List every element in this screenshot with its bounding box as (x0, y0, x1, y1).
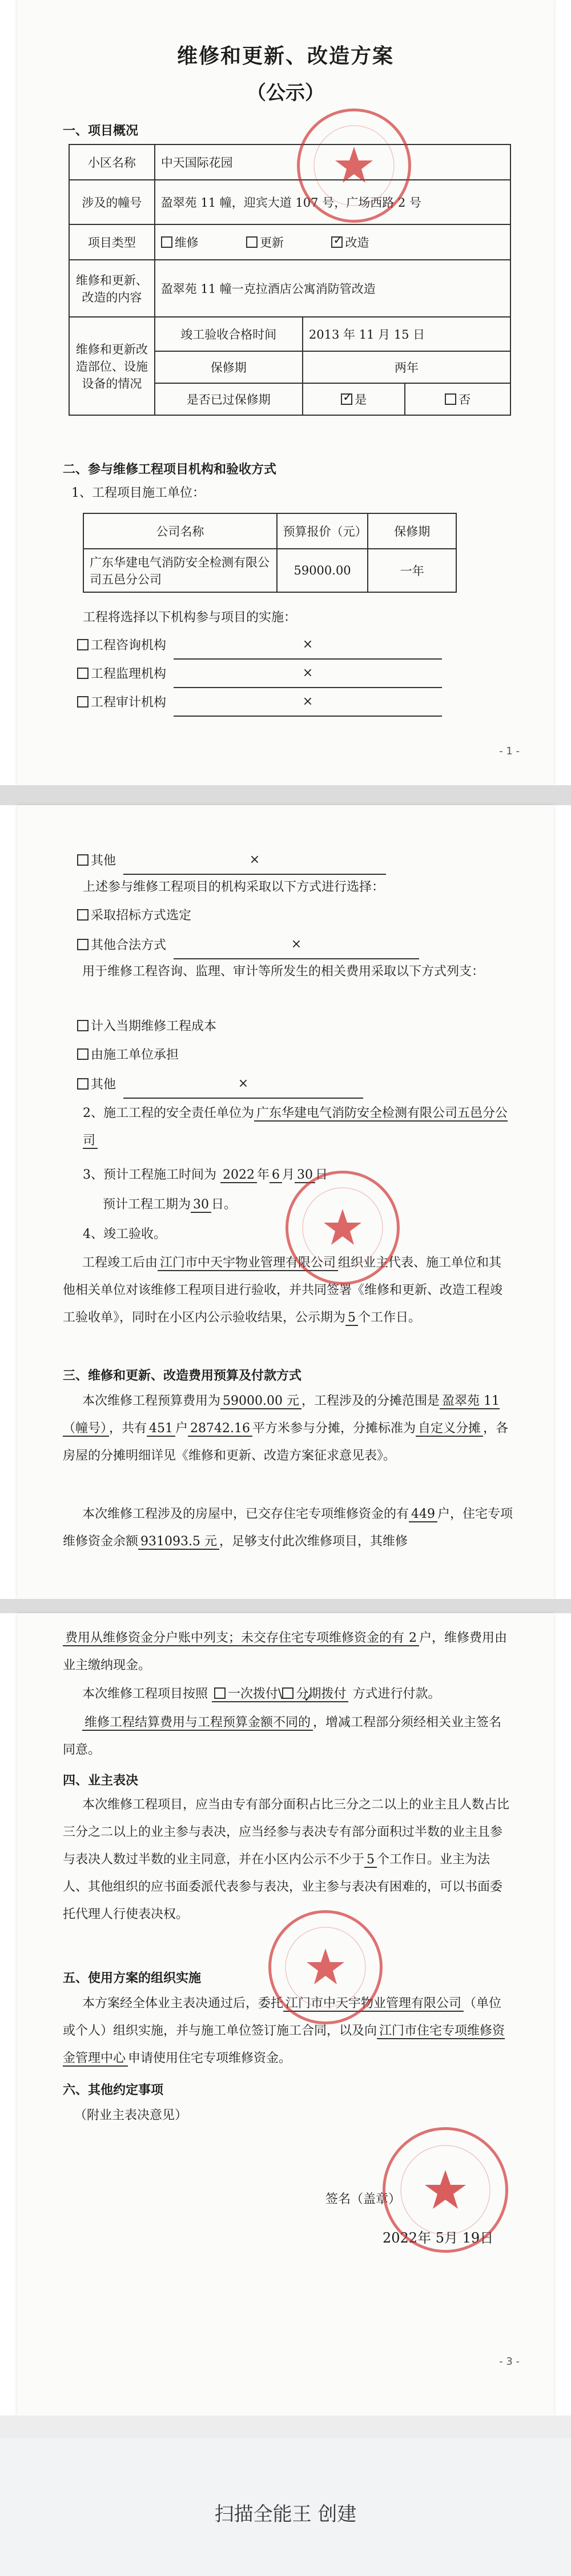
checkbox-consult[interactable] (77, 639, 89, 650)
agency-other-row (77, 846, 386, 875)
agency-audit-row (77, 688, 488, 717)
col-company: 公司名称 (83, 513, 277, 549)
document-title: 维修和更新、改造方案 (176, 44, 394, 68)
vote-para (63, 1791, 514, 1928)
accept-value: 2013 年 11 月 15 日 (303, 317, 510, 351)
fund-a: 本次维修工程涉及的房屋中，已交存住宅专项维修资金的有 (82, 1507, 409, 1521)
checkbox-audit[interactable] (77, 696, 89, 708)
table-row (69, 260, 510, 317)
accept-label: 竣工验收合格时间 (155, 317, 303, 351)
pay-options: 一次拨付\✓ 分期拨付 (212, 1687, 348, 1702)
scanner-watermark: 扫描全能王 创建 (214, 2503, 357, 2526)
impl-a: 本方案经全体业主表决通过后，委托 (82, 1996, 284, 2011)
document-subtitle: （公示） (247, 82, 324, 105)
schedule-day-word: 日 (315, 1168, 328, 1182)
impl-center: 江门市住宅专项维修资金管理中心 (63, 2024, 505, 2065)
table-row (69, 144, 510, 180)
table-row (83, 549, 456, 592)
section5-heading: 五、使用方案的组织实施 (63, 1971, 202, 1986)
duration-value: 30 (191, 1197, 211, 1213)
fund-para (63, 1501, 514, 1556)
building-value: 盈翠苑 11 幢，迎宾大道 107 号，广场西路 2 号 (155, 180, 510, 224)
budget-e: 平方米参与分摊，分摊标准为 (252, 1421, 416, 1436)
budget-d: 户 (175, 1421, 188, 1436)
type-options (155, 224, 510, 260)
diff-b: ，增减工程部分须经相关业主签名同意。 (63, 1715, 502, 1757)
company-price: 59000.00 (277, 549, 368, 592)
checkbox-pay-installment[interactable] (282, 1687, 293, 1699)
sign-year: 2022 (383, 2230, 418, 2246)
content-value: 盈翠苑 11 幢一克拉酒店公寓消防管改造 (155, 260, 510, 317)
tender-label: 采取招标方式选定 (91, 909, 192, 923)
content-label: 维修和更新、改造的内容 (69, 260, 155, 317)
audit-label: 工程审计机构 (91, 696, 167, 710)
agency-other-line: × (123, 846, 386, 875)
fee-opt3-row (77, 1070, 363, 1099)
schedule-month-word: 月 (282, 1168, 295, 1182)
sign-month-word: 月 (444, 2230, 458, 2246)
fee-contractor-label: 由施工单位承担 (91, 1048, 179, 1062)
checkbox-pay-once[interactable] (214, 1687, 226, 1699)
col-price: 预算报价（元） (277, 513, 368, 549)
duration-suffix: 日。 (211, 1197, 237, 1212)
fund-continuation (63, 1625, 514, 1679)
fee-other-label: 其他 (91, 1078, 116, 1092)
agency-supervise-row (77, 660, 488, 688)
pay-installment-label: 分期拨付 (296, 1687, 347, 1701)
duration-prefix: 预计工程工期为 (103, 1197, 191, 1212)
page-gap (0, 2416, 571, 2438)
checkbox-yes[interactable] (341, 393, 352, 405)
supervise-line: × (174, 660, 442, 688)
agency-other-label: 其他 (91, 854, 116, 868)
sign-day: 19 (462, 2230, 480, 2246)
budget-c: ，共有 (109, 1421, 147, 1436)
sign-year-word: 年 (417, 2230, 432, 2246)
signature-label: 签名（盖章） (325, 2192, 401, 2207)
checkbox-no[interactable] (445, 393, 456, 405)
pay-b: 方式进行付款。 (352, 1687, 441, 1701)
difference-para (63, 1709, 514, 1764)
select-other-row (77, 931, 419, 959)
budget-para (63, 1388, 514, 1470)
other-method-label: 其他合法方式 (91, 938, 167, 953)
fund-b: 户，住宅专项维修资金余额 (63, 1507, 513, 1549)
company-name: 广东华建电气消防安全检测有限公司五邑分公司 (83, 549, 277, 592)
table-row (69, 180, 510, 224)
checkbox-agency-other[interactable] (77, 854, 89, 866)
company-seal (297, 108, 411, 223)
type-label: 项目类型 (69, 224, 155, 260)
page-number: - 3 - (499, 2356, 520, 2368)
page-1 (17, 0, 554, 785)
checkbox-update[interactable] (246, 236, 258, 248)
select-tender-row (77, 902, 191, 930)
vote-b: 个工作日。业主为法人、其他组织的应书面委派代表参与表决，业主参与表决有困难的，可以书面委托代理人行使表决权。 (63, 1852, 503, 1922)
accept-b: 组织业主代表、施工单位和其他相关单位对该维修工程项目进行验收，并共同签署《维修和更新、改造工程竣工验收单》，同时在小区内公示验收结果，公示期为 (63, 1256, 503, 1325)
contractor-label: 1、工程项目施工单位： (71, 486, 205, 500)
cont-a: 费用从维修资金分户账中列支；未交存住宅专项维修资金的有 (63, 1631, 407, 1646)
seal-graphic (385, 2130, 505, 2250)
page-3 (17, 1613, 554, 2416)
fee-intro: 用于维修工程咨询、监理、审计等所发生的相关费用采取以下方式列支： (82, 965, 485, 979)
schedule-day: 30 (295, 1168, 315, 1183)
section1-heading: 一、项目概况 (63, 123, 139, 138)
yes-label: 是 (355, 393, 367, 407)
section6-heading: 六、其他约定事项 (63, 2083, 164, 2097)
consult-label: 工程咨询机构 (91, 638, 167, 653)
schedule-year-word: 年 (257, 1168, 270, 1182)
fee-opt1-row (77, 1013, 216, 1040)
section2-heading: 二、参与维修工程项目机构和验收方式 (63, 462, 277, 477)
budget-households: 451 (147, 1421, 175, 1437)
attachment-note: （附业主表决意见） (74, 2108, 188, 2123)
community-label: 小区名称 (69, 144, 155, 180)
budget-f: ，各房屋的分摊明细详见《维修和更新、改造方案征求意见表》。 (63, 1421, 509, 1463)
contractor-table (83, 513, 457, 593)
supervise-label: 工程监理机构 (91, 667, 167, 681)
scanner-footer (0, 2438, 571, 2576)
company-seal (268, 1910, 383, 2024)
select-intro: 上述参与维修工程项目的机构采取以下方式进行选择： (83, 880, 385, 894)
pay-a: 本次维修工程项目按照 (82, 1687, 208, 1701)
accept-days: 5 (345, 1311, 358, 1326)
company-warranty: 一年 (368, 549, 456, 592)
seal-graphic (271, 1913, 380, 2022)
checkbox-other-method[interactable] (77, 939, 89, 950)
safety-prefix: 2、施工工程的安全责任单位为 (83, 1106, 254, 1120)
section4-heading: 四、业主表决 (63, 1773, 139, 1788)
expired-no (405, 383, 510, 415)
schedule-month: 6 (270, 1168, 282, 1183)
diff-a: 维修工程结算费用与工程预算金额不同的 (82, 1715, 313, 1731)
budget-standard: 自定义分摊 (416, 1421, 483, 1437)
audit-line: × (174, 688, 442, 717)
fee-cost-label: 计入当期维修工程成本 (91, 1019, 217, 1034)
no-label: 否 (459, 393, 471, 407)
checkbox-fee-other[interactable] (77, 1078, 89, 1090)
period-value: 两年 (303, 351, 510, 383)
fee-opt2-row (77, 1042, 179, 1069)
warranty-label: 维修和更新改造部位、设施设备的情况 (69, 317, 155, 415)
impl-b: （单位或个人）组织实施，并与施工单位签订施工合同，以及向 (63, 1996, 502, 2038)
cont-households: 2 (407, 1631, 419, 1646)
fee-other-line: × (123, 1070, 363, 1099)
col-warranty: 保修期 (368, 513, 456, 549)
table-row (69, 224, 510, 260)
seal-graphic (300, 111, 408, 220)
expired-yes (303, 383, 405, 415)
sign-day-word: 日 (480, 2230, 494, 2246)
consult-line: × (174, 631, 442, 660)
duration-para (103, 1191, 236, 1219)
fund-c: ，足够支付此次维修项目，其维修 (219, 1534, 408, 1549)
budget-area: 28742.16 (188, 1421, 252, 1437)
project-overview-table (69, 144, 511, 416)
accept-c: 个工作日。 (358, 1311, 421, 1325)
signature-seal (383, 2127, 508, 2253)
accept-org: 江门市中天宇物业管理有限公司 (158, 1256, 338, 1271)
type-update-label: 更新 (260, 236, 284, 250)
schedule-prefix: 3、预计工程施工时间为 (83, 1168, 216, 1182)
sign-month: 5 (435, 2230, 444, 2246)
seal-graphic (288, 1174, 397, 1282)
checkbox-tender[interactable] (77, 909, 89, 921)
period-label: 保修期 (155, 351, 303, 383)
vote-a: 本次维修工程项目，应当由专有部分面积占比三分之二以上的业主且人数占比三分之二以上的业主参与表决，应当经参与表决专有部分面积过半数的业主且参与表决人数过半数的业主同意，并在小区内公示不少于 (63, 1798, 510, 1867)
safety-para (83, 1100, 517, 1155)
accept-a: 工程竣工后由 (82, 1256, 158, 1270)
budget-b: ，工程涉及的分摊范围是 (301, 1394, 440, 1408)
page-gap (0, 1599, 571, 1613)
safety-unit: 广东华建电气消防安全检测有限公司五邑分公司 (83, 1106, 508, 1148)
checkbox-renovate[interactable] (331, 236, 343, 248)
payment-para (63, 1681, 514, 1708)
budget-amount: 59000.00 元 (220, 1394, 301, 1409)
budget-scope: 盈翠苑 11（幢号） (63, 1394, 500, 1436)
page-2 (17, 805, 554, 1599)
budget-a: 本次维修工程预算费用为 (82, 1394, 221, 1408)
fund-balance: 931093.5 元 (138, 1534, 219, 1550)
expired-label: 是否已过保修期 (155, 383, 303, 415)
company-seal (286, 1171, 400, 1285)
type-renovate-label: 改造 (345, 236, 369, 250)
table-row (69, 317, 510, 351)
type-repair-label: 维修 (174, 236, 199, 250)
table-row (83, 513, 456, 549)
building-label: 涉及的幢号 (69, 180, 155, 224)
page-gap (0, 785, 571, 805)
acceptance-item: 4、竣工验收。 (83, 1227, 166, 1241)
page-number: - 1 - (499, 745, 520, 757)
pay-once-label: 一次拨付 (228, 1687, 279, 1701)
impl-org: 江门市中天宇物业管理有限公司 (283, 1996, 464, 2012)
section3-heading: 三、维修和更新、改造费用预算及付款方式 (63, 1368, 302, 1383)
checkbox-fee-contractor[interactable] (77, 1048, 89, 1060)
agency-intro: 工程将选择以下机构参与项目的实施： (83, 610, 297, 625)
vote-days: 5 (364, 1852, 377, 1868)
impl-c: 申请使用住宅专项维修资金。 (128, 2051, 292, 2065)
checkbox-fee-cost[interactable] (77, 1020, 89, 1031)
checkbox-supervise[interactable] (77, 668, 89, 679)
schedule-year: 2022 (220, 1168, 257, 1183)
other-method-line: × (174, 931, 419, 959)
cont-b: 户，维修费用由业主缴纳现金。 (63, 1631, 508, 1673)
fund-households: 449 (409, 1507, 437, 1522)
agency-consult-row (77, 631, 488, 660)
checkbox-repair[interactable] (161, 236, 172, 248)
community-value: 中天国际花园 (155, 144, 510, 180)
